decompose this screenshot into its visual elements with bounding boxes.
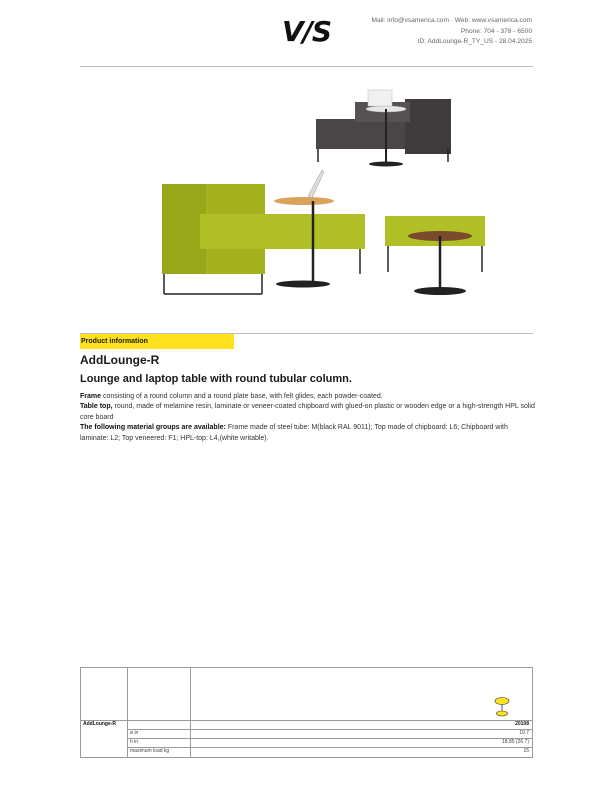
product-description [80,392,535,444]
product-subtitle: Lounge and laptop table with round tubular column. [80,373,352,385]
spec-row-value: 19.7 [519,730,529,736]
top-text: round, made of melamine resin, laminate or veneer-coated chipboard with glued-on plastic or wooden edge or a high-strength HPL solid core board [80,403,535,421]
spec-row-label: ø in [130,730,139,736]
document-id: ID: AddLounge-R_TY_US - 28.04.2025 [417,38,532,45]
spec-row-label: maximum load kg [130,748,170,754]
vs-logo: V/S [282,15,332,48]
materials-text: Frame made of steel tube: M(black RAL 9011); Top made of chipboard: L6; Chipboard with laminate: L2; Top veneered: F1; HPL-top: L4,(white writable). [80,424,508,442]
spec-product-label: AddLounge-R [83,721,117,727]
frame-paragraph [80,392,535,402]
spec-table [80,667,533,758]
top-label: Table top, [80,403,113,411]
product-photo [150,84,495,304]
contact-phone: Phone: 704 - 378 - 6500 [460,27,532,35]
materials-label: The following material groups are available: [80,424,226,432]
frame-label: Frame [80,393,102,400]
frame-text: consisting of a round column and a round plate base, with felt glides, each powder-coated. [101,393,383,400]
table-drawing-icon [493,696,511,718]
spec-row-value: 15 [523,748,529,754]
product-name: AddLounge-R [80,353,160,367]
product-info-tag: Product information [80,334,234,349]
header-divider [80,66,533,67]
spec-model-code: 20108 [515,721,529,727]
spec-row-label: h in [130,739,139,745]
top-paragraph [80,402,535,423]
materials-paragraph [80,423,535,444]
contact-mail-web: Mail: info@vsamerica.com · Web: www.vsamerica.com [371,17,532,24]
contact-info [372,16,532,48]
spec-row-value: 18.85 (26.7) [502,739,529,745]
